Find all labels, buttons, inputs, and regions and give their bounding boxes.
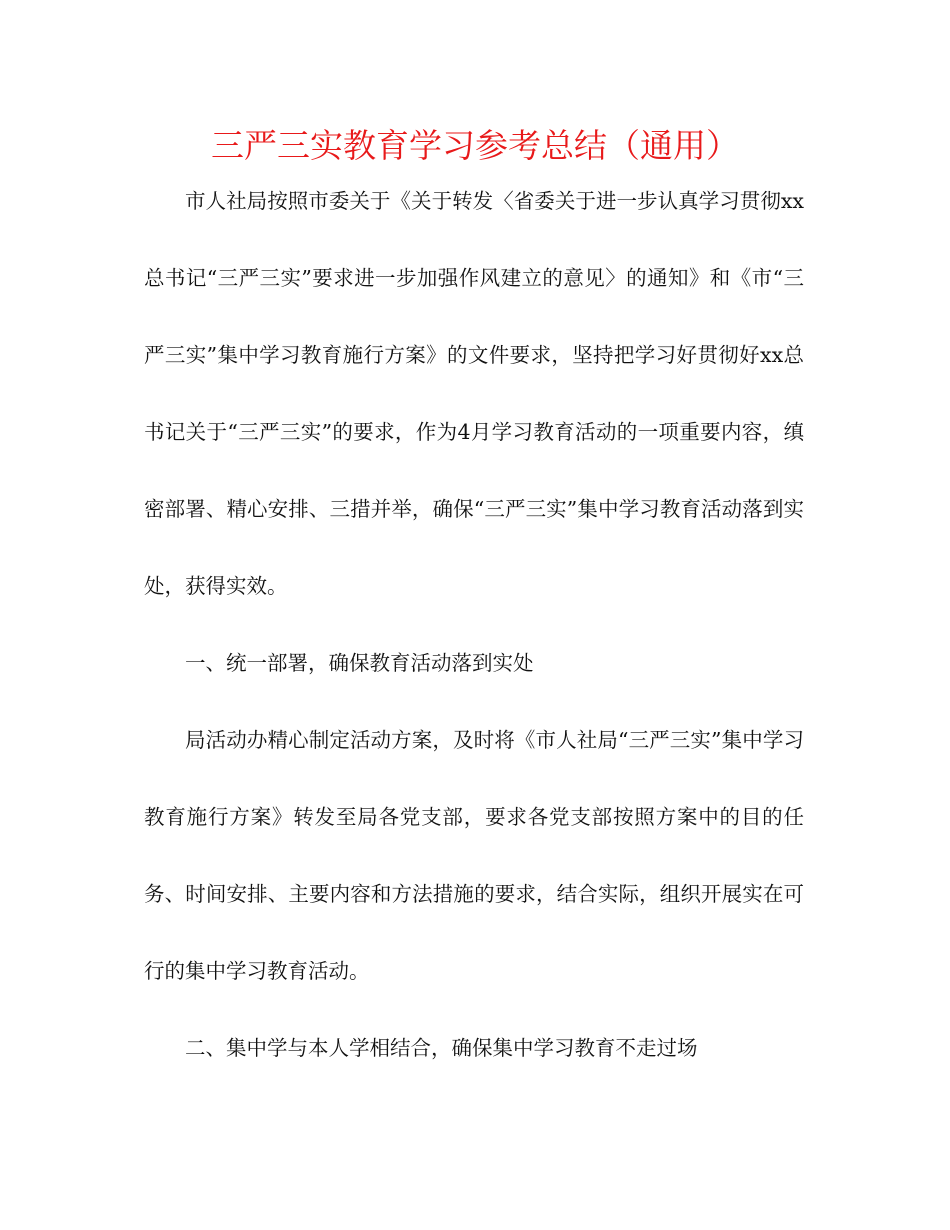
paragraph-section-1: 局活动办精心制定活动方案，及时将《市人社局“三严三实”集中学习教育施行方案》转发至局各党支部，要求各党支部按照方案中的目的任务、时间安排、主要内容和方法措施的要求，结合实际，组织开展实在可行的集中学习教育活动。 bbox=[144, 728, 804, 983]
paragraph-intro: 市人社局按照市委关于《关于转发〈省委关于进一步认真学习贯彻xx总书记“三严三实”要求进一步加强作风建立的意见〉的通知》和《市“三严三实”集中学习教育施行方案》的文件要求，坚持把学习好贯彻好xx总书记关于“三严三实”的要求，作为4月学习教育活动的一项重要内容，缜密部署、精心安排、三措并举，确保“三严三实”集中学习教育活动落到实处，获得实效。 bbox=[144, 189, 804, 598]
section-heading-2: 二、集中学与本人学相结合，确保集中学习教育不走过场 bbox=[185, 1036, 698, 1060]
document-body bbox=[144, 163, 804, 1087]
section-heading-1: 一、统一部署，确保教育活动落到实处 bbox=[185, 651, 534, 675]
document-title: 三严三实教育学习参考总结（通用） bbox=[211, 126, 739, 165]
